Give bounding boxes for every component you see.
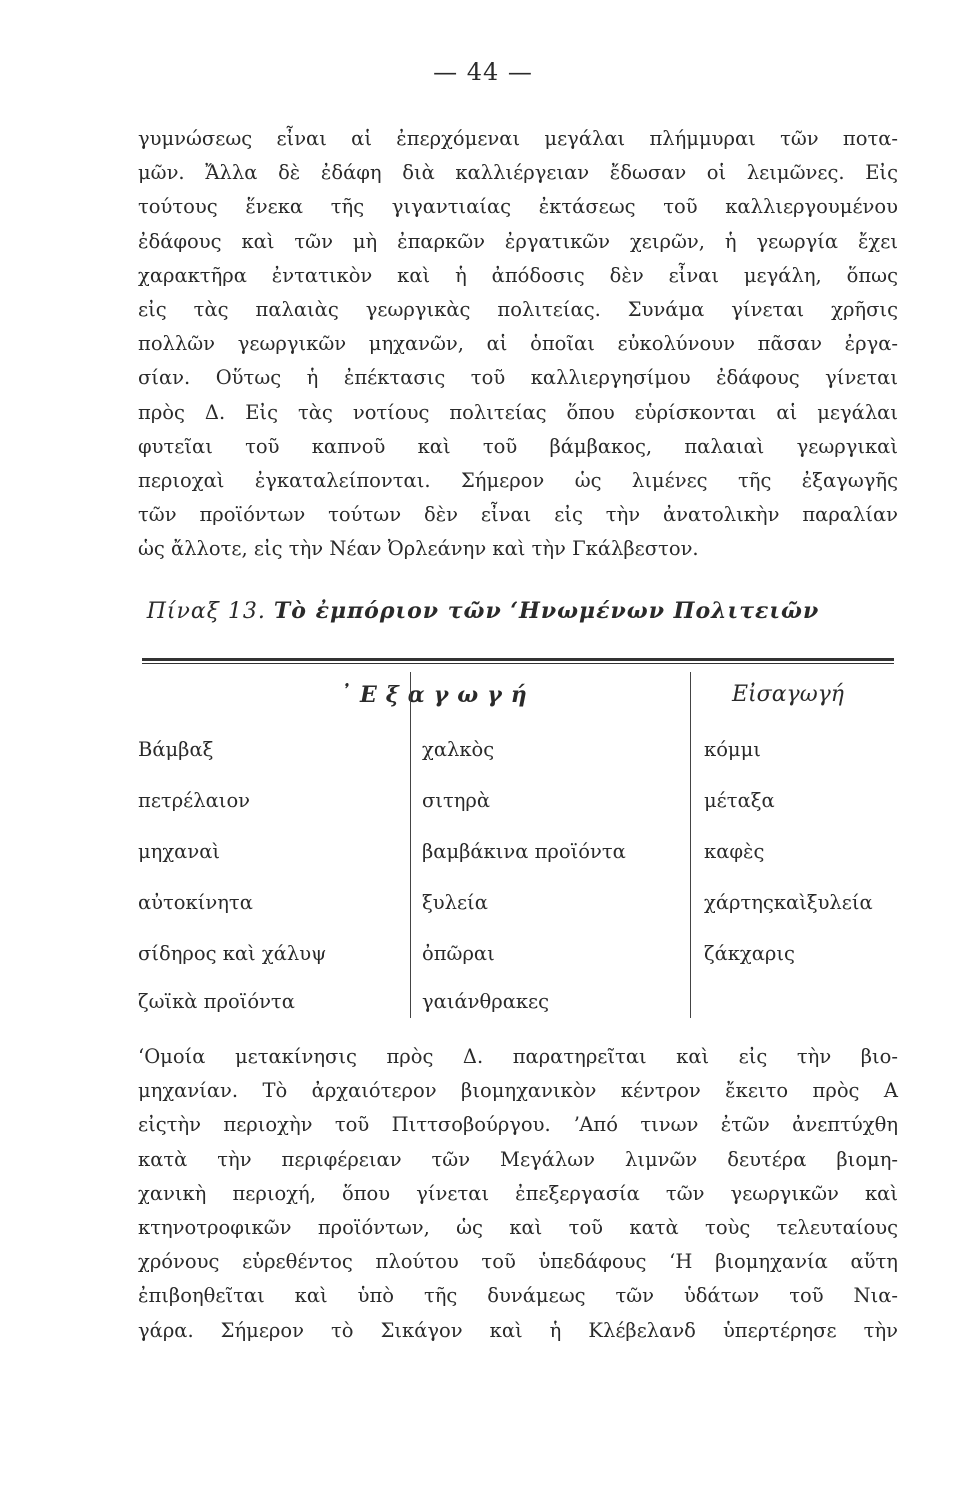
table-cell: χάρτηςκαὶξυλεία (704, 891, 873, 914)
table-cell: Βάμβαξ (138, 738, 214, 761)
column-divider (410, 672, 411, 1018)
text-line: σίαν. Οὕτως ἡ ἐπέκτασις τοῦ καλλιεργησίμου ἐδάφους γίνεται (138, 366, 898, 390)
import-header: Εἰσαγωγή (732, 682, 844, 707)
text-line: τῶν προϊόντων τούτων δὲν εἶναι εἰς τὴν ἀνατολικὴν παραλίαν (138, 503, 898, 527)
table-cell: μέταξα (704, 789, 775, 812)
paragraph-top (138, 122, 898, 567)
text-line: μηχανίαν. Τὸ ἀρχαιότερον βιομηχανικὸν κέντρον ἔκειτο πρὸς Α (138, 1079, 898, 1103)
page-number: — 44 — (433, 58, 533, 86)
table-cell: πετρέλαιον (138, 789, 251, 812)
text-line: ὡς ἄλλοτε, εἰς τὴν Νέαν Ὀρλεάνην καὶ τὴν Γκάλβεστον. (138, 537, 699, 561)
text-line: μῶν. Ἄλλα δὲ ἐδάφη διὰ καλλιέργειαν ἔδωσαν οἱ λειμῶνες. Εἰς (138, 161, 898, 185)
text-line: χανικὴ περιοχή, ὅπου γίνεται ἐπεξεργασία τῶν γεωργικῶν καὶ (138, 1181, 898, 1205)
text-line: χρόνους εὑρεθέντος πλούτου τοῦ ὑπεδάφους ʻΗ βιομηχανία αὕτη (138, 1250, 898, 1274)
table-cell: γαιάνθρακες (422, 990, 550, 1013)
text-line: ἐπιβοηθεῖται καὶ ὑπὸ τῆς δυνάμεως τῶν ὑδάτων τοῦ Νια- (138, 1284, 898, 1308)
table-title (0, 598, 966, 624)
table-top-rule (142, 658, 894, 661)
table-title-prefix: Πίναξ 13. (146, 599, 266, 624)
text-line: γυμνώσεως εἶναι αἱ ἐπερχόμεναι μεγάλαι πλήμμυραι τῶν ποτα- (138, 127, 898, 150)
text-line: κτηνοτροφικῶν προϊόντων, ὡς καὶ τοῦ κατὰ τοὺς τελευταίους (138, 1216, 898, 1240)
table-cell: βαμβάκινα προϊόντα (422, 840, 626, 863)
export-header: ᾿Εξαγωγή (340, 682, 536, 708)
text-line: κατὰ τὴν περιφέρειαν τῶν Μεγάλων λιμνῶν δευτέρα βιομη- (138, 1147, 898, 1171)
text-line: τούτους ἕνεκα τῆς γιγαντιαίας ἐκτάσεως τοῦ καλλιεργουμένου (138, 195, 898, 219)
table-cell: ὀπῶραι (422, 942, 495, 965)
table-cell: ζωϊκὰ προϊόντα (138, 990, 295, 1013)
text-line: χαρακτῆρα ἐντατικὸν καὶ ἡ ἀπόδοσις δὲν εἶναι μεγάλη, ὅπως (138, 263, 898, 287)
paragraph-bottom (138, 1040, 898, 1348)
text-line: εἰς τὰς παλαιὰς γεωργικὰς πολιτείας. Συνάμα γίνεται χρῆσις (138, 298, 898, 322)
text-line: φυτεῖαι τοῦ καπνοῦ καὶ τοῦ βάμβακος, παλαιαὶ γεωργικαὶ (138, 434, 898, 458)
table-cell: χαλκὸς (422, 738, 495, 761)
table-cell: μηχαναὶ (138, 840, 221, 863)
text-line: πολλῶν γεωργικῶν μηχανῶν, αἱ ὁποῖαι εὐκολύνουν πᾶσαν ἐργα- (138, 332, 898, 356)
text-line: γάρα. Σήμερον τὸ Σικάγον καὶ ἡ Κλέβελανδ ὑπερτέρησε τὴν (138, 1318, 898, 1342)
text-line: ἐδάφους καὶ τῶν μὴ ἐπαρκῶν ἐργατικῶν χειρῶν, ἡ γεωργία ἔχει (138, 229, 898, 253)
table-cell: σιτηρὰ (422, 789, 491, 812)
text-line: εἰςτὴν περιοχὴν τοῦ Πιττσοβούργου. ʼΑπό τινων ἐτῶν ἀνεπτύχθη (138, 1113, 898, 1137)
table-cell: καφὲς (704, 840, 765, 863)
table-top-rule-thin (142, 663, 894, 664)
text-line: περιοχαὶ ἐγκαταλείπονται. Σήμερον ὡς λιμένες τῆς ἐξαγωγῆς (138, 469, 898, 493)
table-cell: σίδηρος καὶ χάλυψ (138, 942, 327, 965)
text-line: πρὸς Δ. Εἰς τὰς νοτίους πολιτείας ὅπου εὑρίσκονται αἱ μεγάλαι (138, 400, 898, 424)
table-cell: ξυλεία (422, 891, 488, 914)
table-cell: ζάκχαρις (704, 942, 795, 965)
table-cell: αὐτοκίνητα (138, 891, 253, 914)
table-cell: κόμμι (704, 738, 761, 761)
table-title-main: Τὸ ἐμπόριον τῶν ʻΗνωμένων Πολιτειῶν (273, 598, 820, 624)
text-line: ʻΟμοία μετακίνησις πρὸς Δ. παρατηρεῖται καὶ εἰς τὴν βιο- (138, 1045, 898, 1068)
column-divider (690, 672, 691, 1018)
